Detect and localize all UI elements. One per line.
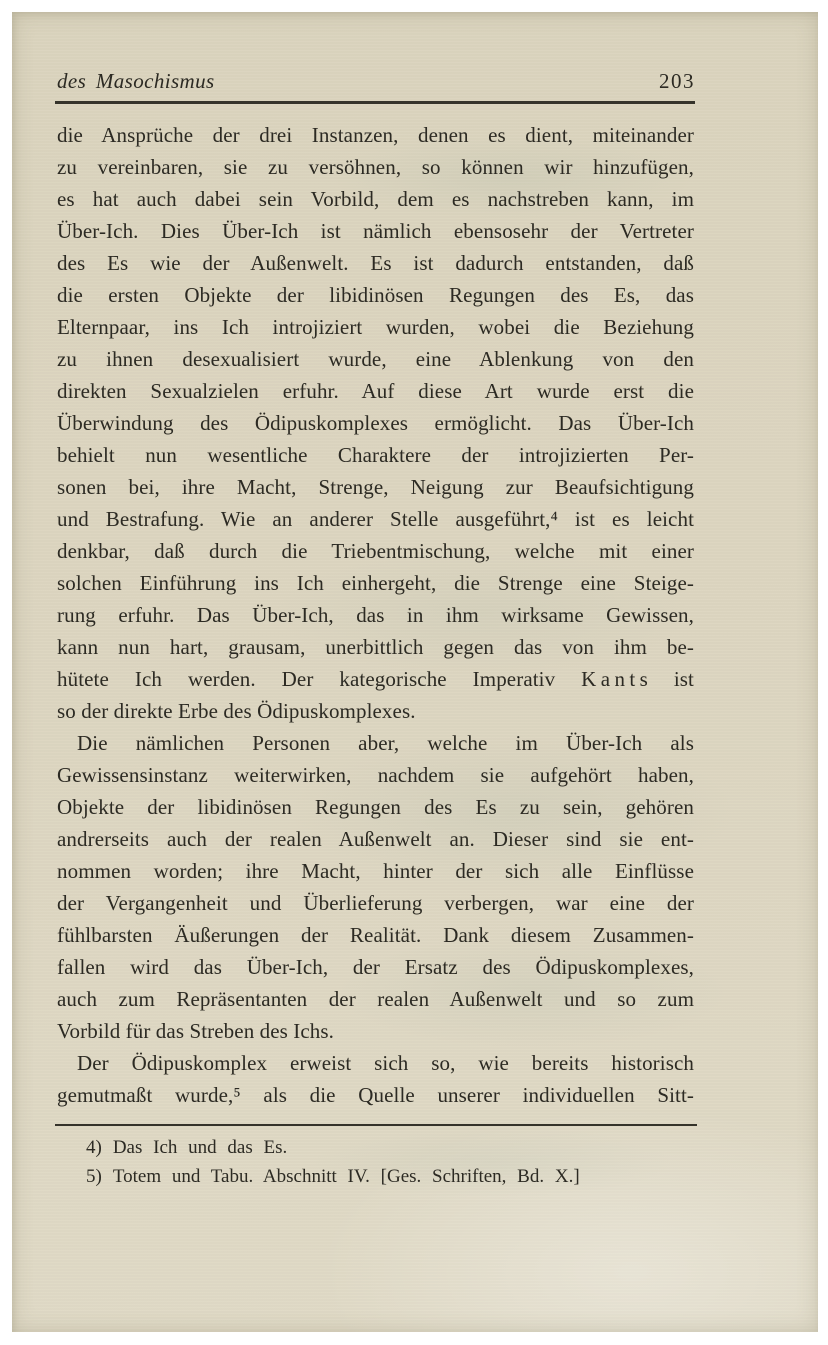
text-line: andrerseits auch der realen Außenwelt an. Dieser sind sie ent- [57, 827, 694, 851]
text-line: des Es wie der Außenwelt. Es ist dadurch entstanden, daß [57, 251, 694, 275]
text-line: die Ansprüche der drei Instanzen, denen es dient, miteinander [57, 123, 694, 147]
book-page [12, 12, 818, 1332]
text-line: sonen bei, ihre Macht, Strenge, Neigung zur Beaufsichtigung [57, 475, 694, 499]
header-rule [55, 101, 695, 104]
page-number: 203 [659, 69, 695, 93]
footnote-item [86, 1133, 696, 1162]
footnote-text: Das Ich und das Es. [112, 1137, 288, 1158]
text-line: nommen worden; ihre Macht, hinter der sich alle Einflüsse [57, 859, 694, 883]
text-line: Vorbild für das Streben des Ichs. [57, 1019, 335, 1043]
text-line: Elternpaar, ins Ich introjiziert wurden, wobei die Beziehung [57, 315, 694, 339]
text-line: so der direkte Erbe des Ödipuskomplexes. [57, 699, 416, 723]
text-line: behielt nun wesentliche Charaktere der introjizierten Per- [57, 443, 694, 467]
text-line: gemutmaßt wurde,⁵ als die Quelle unserer individuellen Sitt- [57, 1083, 694, 1107]
running-header [57, 69, 695, 94]
text-line: die ersten Objekte der libidinösen Regungen des Es, das [57, 283, 694, 307]
text-line: fühlbarsten Äußerungen der Realität. Dank diesem Zusammen- [57, 923, 694, 947]
footnotes [86, 1133, 696, 1191]
text-line: und Bestrafung. Wie an anderer Stelle ausgeführt,⁴ ist es leicht [57, 507, 694, 531]
text-line: Der Ödipuskomplex erweist sich so, wie bereits historisch [77, 1051, 694, 1075]
text-line: auch zum Repräsentanten der realen Außenwelt und so zum [57, 987, 694, 1011]
text-line: rung erfuhr. Das Über-Ich, das in ihm wirksame Gewissen, [57, 603, 694, 627]
text-line: fallen wird das Über-Ich, der Ersatz des Ödipuskomplexes, [57, 955, 694, 979]
text-line: Gewissensinstanz weiterwirken, nachdem sie aufgehört haben, [57, 763, 694, 787]
text-line: direkten Sexualzielen erfuhr. Auf diese Art wurde erst die [57, 379, 694, 403]
footnote-text: Totem und Tabu. Abschnitt IV. [Ges. Schriften, Bd. X.] [112, 1166, 580, 1187]
footnote-rule [55, 1124, 697, 1126]
footnote-item [86, 1162, 696, 1191]
running-header-title: des Masochismus [57, 69, 215, 93]
text-line: Überwindung des Ödipuskomplexes ermöglicht. Das Über-Ich [57, 411, 694, 435]
body-text [57, 119, 694, 1111]
footnote-marker: 4) [86, 1137, 102, 1158]
text-line: Objekte der libidinösen Regungen des Es zu sein, gehören [57, 795, 694, 819]
text-line: Die nämlichen Personen aber, welche im Über-Ich als [77, 731, 694, 755]
text-line: hütete Ich werden. Der kategorische Imperativ K a n t s ist [57, 667, 694, 691]
text-line: denkbar, daß durch die Triebentmischung, welche mit einer [57, 539, 694, 563]
text-line: kann nun hart, grausam, unerbittlich gegen das von ihm be- [57, 635, 694, 659]
text-line: der Vergangenheit und Überlieferung verbergen, war eine der [57, 891, 694, 915]
footnote-marker: 5) [86, 1166, 102, 1187]
text-line: zu ihnen desexualisiert wurde, eine Ablenkung von den [57, 347, 694, 371]
text-line: es hat auch dabei sein Vorbild, dem es nachstreben kann, im [57, 187, 694, 211]
text-line: Über-Ich. Dies Über-Ich ist nämlich ebensosehr der Vertreter [57, 219, 694, 243]
text-line: solchen Einführung ins Ich einhergeht, die Strenge eine Steige- [57, 571, 694, 595]
text-line: zu vereinbaren, sie zu versöhnen, so können wir hinzufügen, [57, 155, 694, 179]
